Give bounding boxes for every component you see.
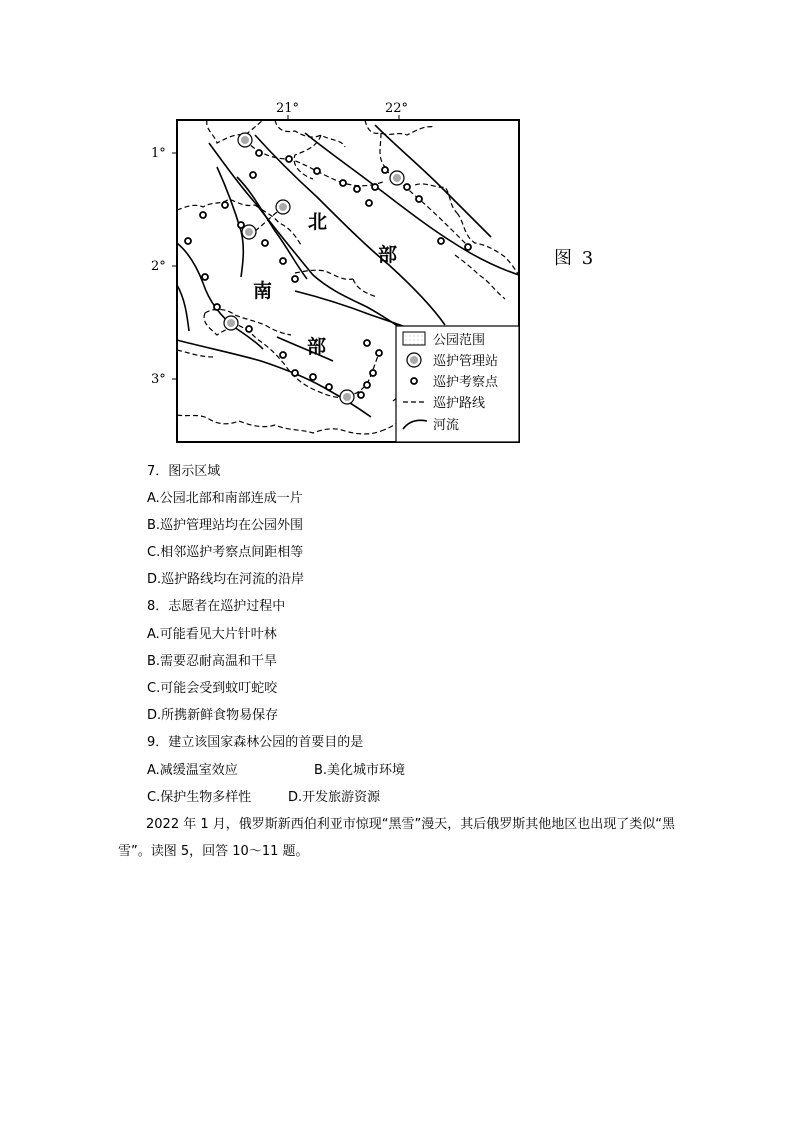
legend-park-swatch: [403, 332, 425, 345]
question-9-option-d: D.开发旅游资源: [288, 790, 381, 805]
question-9-stem: 9．建立该国家森林公园的首要目的是: [147, 735, 364, 750]
longitude-label-22: 22°: [385, 101, 409, 116]
patrol-point: [372, 184, 378, 190]
latitude-label-1: 1°: [151, 146, 166, 161]
patrol-point: [200, 212, 206, 218]
question-9-option-c: C.保护生物多样性: [147, 790, 252, 805]
question-9-option-a: A.减缓温室效应: [147, 763, 238, 778]
patrol-point: [280, 258, 286, 264]
patrol-point: [438, 238, 444, 244]
region-label-south-2: 部: [307, 336, 327, 358]
patrol-point: [404, 184, 410, 190]
patrol-point: [314, 168, 320, 174]
map-figure: [145, 95, 605, 450]
region-label-south-1: 南: [253, 280, 273, 302]
patrol-point: [292, 276, 298, 282]
patrol-point: [214, 304, 220, 310]
figure-caption: 图 3: [554, 248, 596, 269]
patrol-point: [256, 150, 262, 156]
patrol-point: [366, 200, 372, 206]
question-8-option-d: D.所携新鲜食物易保存: [147, 708, 279, 723]
patrol-point: [416, 196, 422, 202]
station-icon: [238, 133, 252, 147]
question-7-option-a: A.公园北部和南部连成一片: [147, 491, 303, 506]
region-label-north-1: 北: [308, 211, 328, 233]
map-legend: [396, 326, 519, 442]
question-8-option-c: C.可能会受到蚊叮蛇咬: [147, 681, 278, 696]
patrol-point: [185, 238, 191, 244]
patrol-point: [354, 186, 360, 192]
patrol-point: [286, 156, 292, 162]
patrol-point: [280, 352, 286, 358]
patrol-point: [262, 240, 268, 246]
latitude-label-3: 3°: [151, 372, 166, 387]
station-icon: [390, 171, 404, 185]
patrol-point: [310, 374, 316, 380]
legend-station-icon: [407, 353, 421, 367]
legend-point: 巡护考察点: [433, 375, 499, 390]
intro-paragraph: 2022 年 1 月，俄罗斯新西伯利亚市惊现“黑雪”漫天，其后俄罗斯其他地区也出现了类似“黑雪”。读图 5，回答 10～11 题。: [118, 817, 675, 859]
question-7-option-d: D.巡护路线均在河流的沿岸: [147, 572, 305, 587]
legend-route: 巡护路线: [433, 396, 486, 411]
patrol-point: [364, 382, 370, 388]
patrol-point: [358, 392, 364, 398]
patrol-point: [222, 202, 228, 208]
legend-river: 河流: [433, 418, 460, 433]
station-icon: [242, 225, 256, 239]
legend-park-area: 公园范围: [433, 333, 486, 348]
patrol-point: [292, 370, 298, 376]
question-7-option-c: C.相邻巡护考察点间距相等: [147, 545, 304, 560]
question-8-option-a: A.可能看见大片针叶林: [147, 627, 277, 642]
patrol-point: [202, 274, 208, 280]
station-icon: [276, 200, 290, 214]
patrol-point: [238, 222, 244, 228]
patrol-point: [246, 326, 252, 332]
patrol-point: [382, 167, 388, 173]
patrol-point: [465, 244, 471, 250]
legend-station: 巡护管理站: [433, 354, 499, 369]
latitude-label-2: 2°: [151, 259, 166, 274]
patrol-point: [370, 370, 376, 376]
question-8-stem: 8．志愿者在巡护过程中: [147, 599, 286, 614]
station-icon: [340, 390, 354, 404]
legend-point-icon: [411, 378, 417, 384]
question-7-option-b: B.巡护管理站均在公园外围: [147, 518, 304, 533]
question-9-option-b: B.美化城市环境: [314, 763, 406, 778]
station-icon: [224, 316, 238, 330]
question-8-option-b: B.需要忍耐高温和干旱: [147, 654, 278, 669]
longitude-label-21: 21°: [276, 101, 300, 116]
patrol-point: [376, 350, 382, 356]
patrol-point: [340, 180, 346, 186]
question-7-stem: 7．图示区域: [147, 464, 221, 479]
region-label-north-2: 部: [378, 244, 398, 266]
patrol-point: [326, 384, 332, 390]
patrol-point: [250, 172, 256, 178]
patrol-point: [364, 340, 370, 346]
